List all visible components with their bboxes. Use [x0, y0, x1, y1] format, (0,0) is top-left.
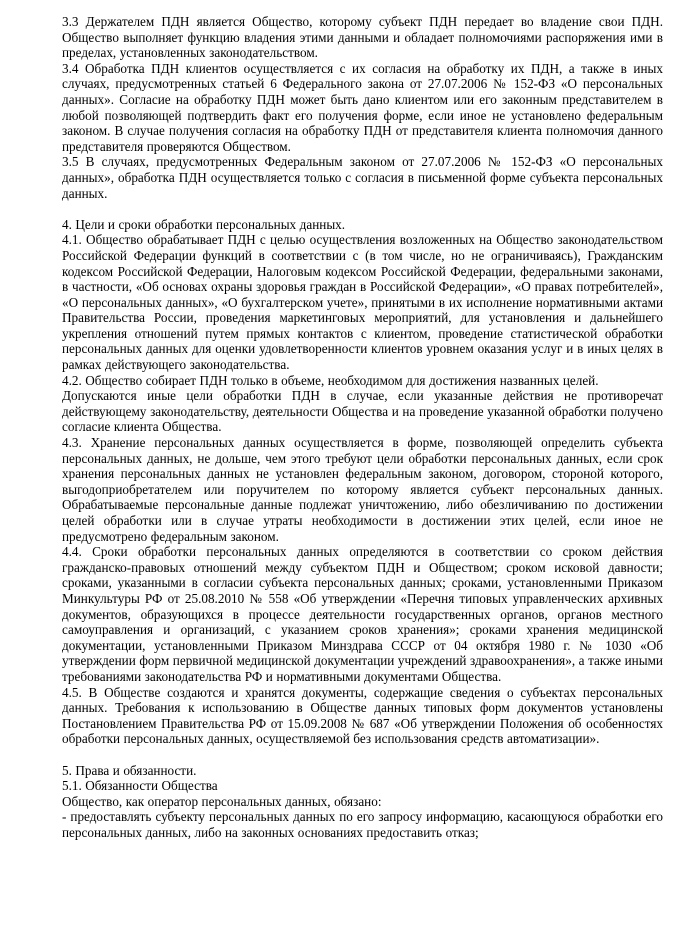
- paragraph-3-3: 3.3 Держателем ПДН является Общество, которому субъект ПДН передает во владение свои ПДН. Общество выполняет функцию владения этими данными и обладает полномочиями распоряжения ими в пределах, установленных законодательством.: [62, 14, 663, 61]
- paragraph-4-1: 4.1. Общество обрабатывает ПДН с целью осуществления возложенных на Общество законодательством Российской Федерации функций в соответствии с (в том числе, но не ограничиваясь), Гражданским кодексом Российской Федерации, Налоговым кодексом Российской Федерации, федеральными законами, в частности, «Об основах охраны здоровья граждан в Российской Федерации», «О правах потребителей», «О персональных данных», «О бухгалтерском учете», принятыми в их исполнение нормативными актами Правительства России, проведения маркетинговых мероприятий, для установления и дальнейшего укрепления отношений путем прямых контактов с клиентом, проведение статистической обработки персональных данных для оценки удовлетворенности клиентов уровнем оказания услуг и в иных целях в рамках действующего законодательства.: [62, 232, 663, 373]
- paragraph-4-3: 4.3. Хранение персональных данных осуществляется в форме, позволяющей определить субъекта персональных данных, не дольше, чем этого требуют цели обработки персональных данных, если срок хранения персональных данных не установлен федеральным законом, договором, стороной которого, выгодоприобретателем или поручителем по которому является субъект персональных данных. Обрабатываемые персональные данные подлежат уничтожению, либо обезличиванию по достижении целей обработки или в случае утраты необходимости в достижении этих целей, если иное не предусмотрено федеральным законом.: [62, 435, 663, 544]
- paragraph-obligations-intro: Общество, как оператор персональных данных, обязано:: [62, 793, 382, 809]
- subsection-heading-5-1: 5.1. Обязанности Общества: [62, 778, 218, 794]
- paragraph-4-5: 4.5. В Обществе создаются и хранятся документы, содержащие сведения о субъектах персональных данных. Требования к использованию в Обществе данных типовых форм документов установлены Постановлением Правительства РФ от 15.09.2008 № 687 «Об утверждении Положения об особенностях обработки персональных данных, осуществляемой без использования средств автоматизации».: [62, 684, 663, 747]
- paragraph-obligation-item: - предоставлять субъекту персональных данных по его запросу информацию, касающуюся обработки его персональных данных, либо на законных основаниях предоставить отказ;: [62, 809, 663, 840]
- spacer: [62, 201, 663, 217]
- paragraph-4-2: 4.2. Общество собирает ПДН только в объеме, необходимом для достижения названных целей.: [62, 372, 599, 388]
- section-heading-4: 4. Цели и сроки обработки персональных данных.: [62, 216, 346, 232]
- spacer: [62, 747, 663, 763]
- paragraph-3-5: 3.5 В случаях, предусмотренных Федеральным законом от 27.07.2006 № 152-ФЗ «О персональных данных», обработка ПДН осуществляется только с согласия в письменной форме субъекта персональных данных.: [62, 154, 663, 201]
- paragraph-4-4: 4.4. Сроки обработки персональных данных определяются в соответствии со сроком действия гражданско-правовых отношений между субъектом ПДН и Обществом; сроком исковой давности; сроками, указанными в согласии субъекта персональных данных; сроками, установленными Приказом Минкультуры РФ от 25.08.2010 № 558 «Об утверждении «Перечня типовых управленческих архивных документов, образующихся в процессе деятельности государственных органов, органов местного самоуправления и организаций, с указанием сроков хранения»; сроками хранения медицинской документации, установленными Приказом Минздрава СССР от 04 октября 1980 г. № 1030 «Об утверждении форм первичной медицинской документации учреждений здравоохранения», а также иными требованиями законодательства РФ и нормативными документами Общества.: [62, 544, 663, 684]
- paragraph-4-2-cont: Допускаются иные цели обработки ПДН в случае, если указанные действия не противоречат действующему законодательству, деятельности Общества и на проведение указанной обработки получено согласие клиента Общества.: [62, 388, 663, 435]
- section-heading-5: 5. Права и обязанности.: [62, 762, 197, 778]
- paragraph-3-4: 3.4 Обработка ПДН клиентов осуществляется с их согласия на обработку их ПДН, а также в иных случаях, предусмотренных статьей 6 Федерального закона от 27.07.2006 № 152-ФЗ «О персональных данных». Согласие на обработку ПДН может быть дано клиентом или его законным представителем в любой позволяющей подтвердить факт его получения форме, если иное не установлено федеральным законом. В случае получения согласия на обработку ПДН от представителя клиента полномочия данного представителя проверяются Обществом.: [62, 60, 663, 154]
